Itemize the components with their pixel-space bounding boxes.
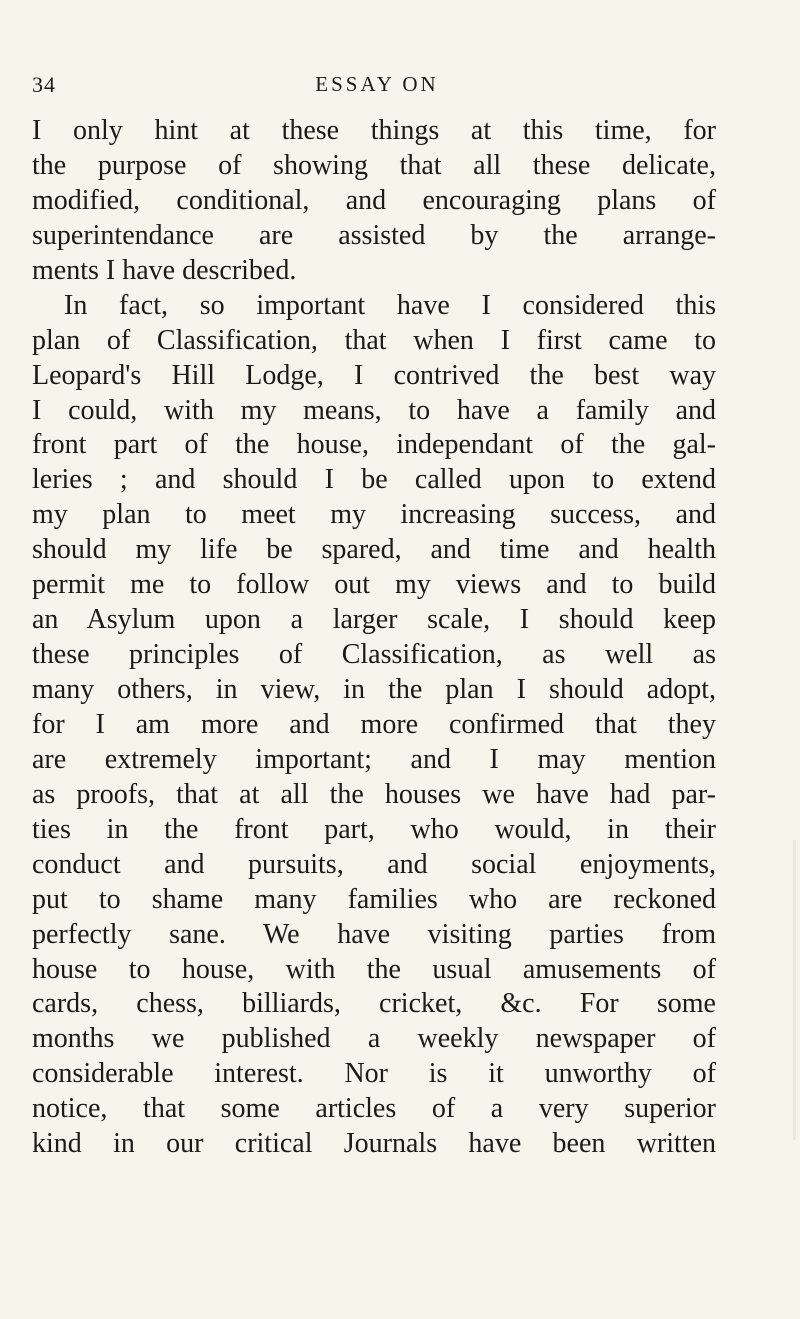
body-text [32,114,716,1162]
page-number: 34 [32,72,56,97]
page-edge-shadow [793,840,796,1140]
text-line: I only hint at these things at this time, for [32,115,716,146]
text-line: for I am more and more confirmed that they [32,708,716,740]
text-line: should my life be spared, and time and health [32,534,716,566]
text-line: modified, conditional, and encouraging plans of [32,184,716,216]
text-line: these principles of Classification, as well as [32,639,716,671]
text-line: as proofs, that at all the houses we have had par- [32,778,716,810]
page-header [32,72,722,102]
text-line: conduct and pursuits, and social enjoyments, [32,848,716,880]
text-line: In fact, so important have I considered this [64,289,716,321]
text-line: I could, with my means, to have a family and [32,394,716,426]
text-line: Leopard's Hill Lodge, I contrived the best way [32,359,716,391]
text-line: perfectly sane. We have visiting parties from [32,918,716,950]
text-line: the purpose of showing that all these delicate, [32,149,716,181]
text-line: front part of the house, independant of the gal- [32,429,716,461]
running-head: ESSAY ON [315,72,439,96]
text-line: leries ; and should I be called upon to extend [32,464,716,496]
text-line: are extremely important; and I may mention [32,743,716,775]
text-line: put to shame many families who are reckoned [32,883,716,915]
text-line: cards, chess, billiards, cricket, &c. For some [32,988,716,1020]
text-line: notice, that some articles of a very superior [32,1093,716,1125]
text-line: an Asylum upon a larger scale, I should keep [32,604,716,636]
text-line: months we published a weekly newspaper of [32,1023,716,1055]
text-line: permit me to follow out my views and to build [32,569,716,601]
text-line: kind in our critical Journals have been written [32,1128,716,1160]
text-line: ments I have described. [32,254,297,286]
text-line: plan of Classification, that when I first came to [32,324,716,356]
text-line: considerable interest. Nor is it unworthy of [32,1058,716,1090]
text-line: house to house, with the usual amusements of [32,953,716,985]
text-line: ties in the front part, who would, in their [32,813,716,845]
text-line: superintendance are assisted by the arrange- [32,219,716,251]
text-line: my plan to meet my increasing success, and [32,499,716,531]
text-line: many others, in view, in the plan I should adopt, [32,674,716,705]
